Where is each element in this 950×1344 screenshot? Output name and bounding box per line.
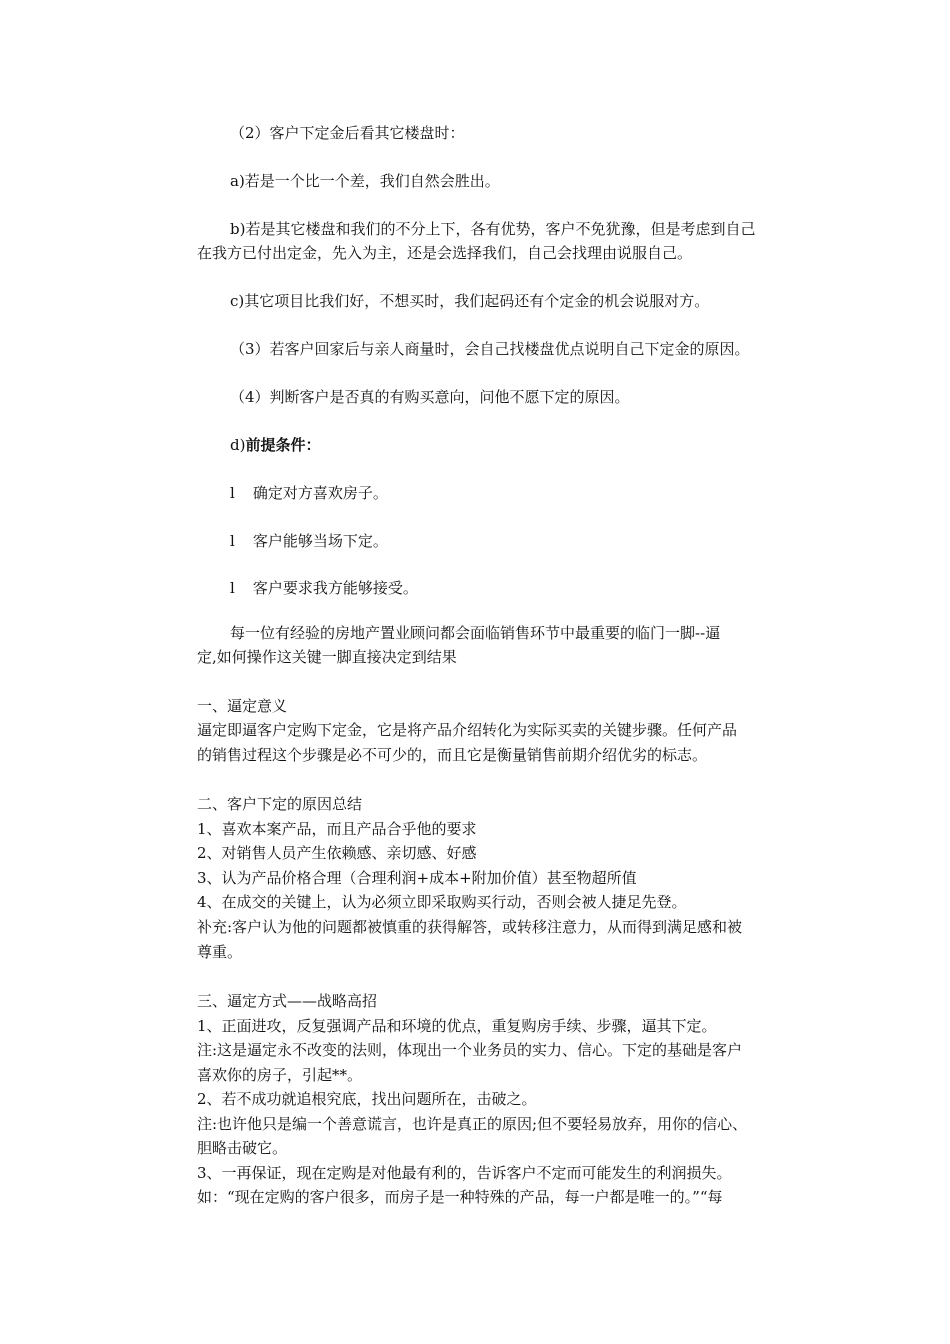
- paragraph-case-4: （4）判断客户是否真的有购买意向，问他不愿下定的原因。: [230, 388, 630, 406]
- section-2-item-1: 1、喜欢本案产品，而且产品合乎他的要求: [197, 820, 477, 838]
- paragraph-case-3: （3）若客户回家后与亲人商量时，会自己找楼盘优点说明自己下定金的原因。: [230, 340, 750, 358]
- section-1-body-line-1: 逼定即逼客户定购下定金，它是将产品介绍转化为实际买卖的关键步骤。任何产品: [197, 721, 738, 739]
- section-2-item-2: 2、对销售人员产生依赖感、亲切感、好感: [197, 844, 477, 862]
- intro-line-1: 每一位有经验的房地产置业顾问都会面临销售环节中最重要的临门一脚--逼: [230, 624, 721, 642]
- paragraph-d: [230, 434, 320, 456]
- section-2-supplement-line-1: 补充:客户认为他的问题都被慎重的获得解答，或转移注意力，从而得到满足感和被: [197, 918, 743, 936]
- bullet-text: 客户要求我方能够接受。: [252, 579, 418, 597]
- section-2-title: 二、客户下定的原因总结: [197, 795, 363, 813]
- bullet-text: 客户能够当场下定。: [252, 532, 388, 550]
- section-3-note-1-line-2: 喜欢你的房子，引起**。: [197, 1066, 363, 1084]
- section-1-title: 一、逼定意义: [197, 697, 288, 715]
- section-3-item-2: 2、若不成功就追根究底，找出问题所在，击破之。: [197, 1090, 537, 1108]
- paragraph-a: a)若是一个比一个差，我们自然会胜出。: [230, 172, 500, 190]
- section-3-note-2-line-2: 胆略击破它。: [197, 1139, 288, 1157]
- section-2-item-4: 4、在成交的关键上，认为必须立即采取购买行动，否则会被人捷足先登。: [197, 893, 687, 911]
- section-3-title: 三、逼定方式——战略高招: [197, 992, 378, 1010]
- section-3-note-1-line-1: 注:这是逼定永不改变的法则，体现出一个业务员的实力、信心。下定的基础是客户: [197, 1041, 743, 1059]
- section-3-example: 如：“现在定购的客户很多，而房子是一种特殊的产品，每一户都是唯一的。”“每: [197, 1188, 723, 1206]
- bullet-marker: l: [230, 579, 235, 597]
- paragraph-case-2: （2）客户下定金后看其它楼盘时：: [230, 124, 465, 142]
- bullet-item: [230, 530, 388, 552]
- bullet-text: 确定对方喜欢房子。: [252, 484, 388, 502]
- section-1-body-line-2: 的销售过程这个步骤是必不可少的，而且它是衡量销售前期介绍优劣的标志。: [197, 746, 708, 764]
- preconditions-heading: 前提条件：: [245, 436, 321, 454]
- section-2-item-3: 3、认为产品价格合理（合理利润+成本+附加价值）甚至物超所值: [197, 869, 637, 887]
- intro-line-2: 定,如何操作这关键一脚直接决定到结果: [197, 648, 457, 666]
- section-3-item-1: 1、正面进攻，反复强调产品和环境的优点，重复购房手续、步骤，逼其下定。: [197, 1017, 717, 1035]
- paragraph-c: c)其它项目比我们好，不想买时，我们起码还有个定金的机会说服对方。: [230, 292, 710, 310]
- section-3-note-2-line-1: 注:也许他只是编一个善意谎言，也许是真正的原因;但不要轻易放弃，用你的信心、: [197, 1115, 748, 1133]
- section-2-supplement-line-2: 尊重。: [197, 943, 243, 961]
- paragraph-b-line-2: 在我方已付出定金，先入为主，还是会选择我们，自己会找理由说服自己。: [197, 244, 693, 262]
- bullet-item: [230, 482, 388, 504]
- section-3-item-3: 3、一再保证，现在定购是对他最有利的，告诉客户不定而可能发生的利润损失。: [197, 1164, 732, 1182]
- bullet-item: [230, 577, 418, 599]
- bullet-marker: l: [230, 484, 235, 502]
- paragraph-b-line-1: b)若是其它楼盘和我们的不分上下，各有优势，客户不免犹豫，但是考虑到自己: [230, 220, 756, 238]
- bullet-marker: l: [230, 532, 235, 550]
- paragraph-d-prefix: d): [230, 436, 246, 454]
